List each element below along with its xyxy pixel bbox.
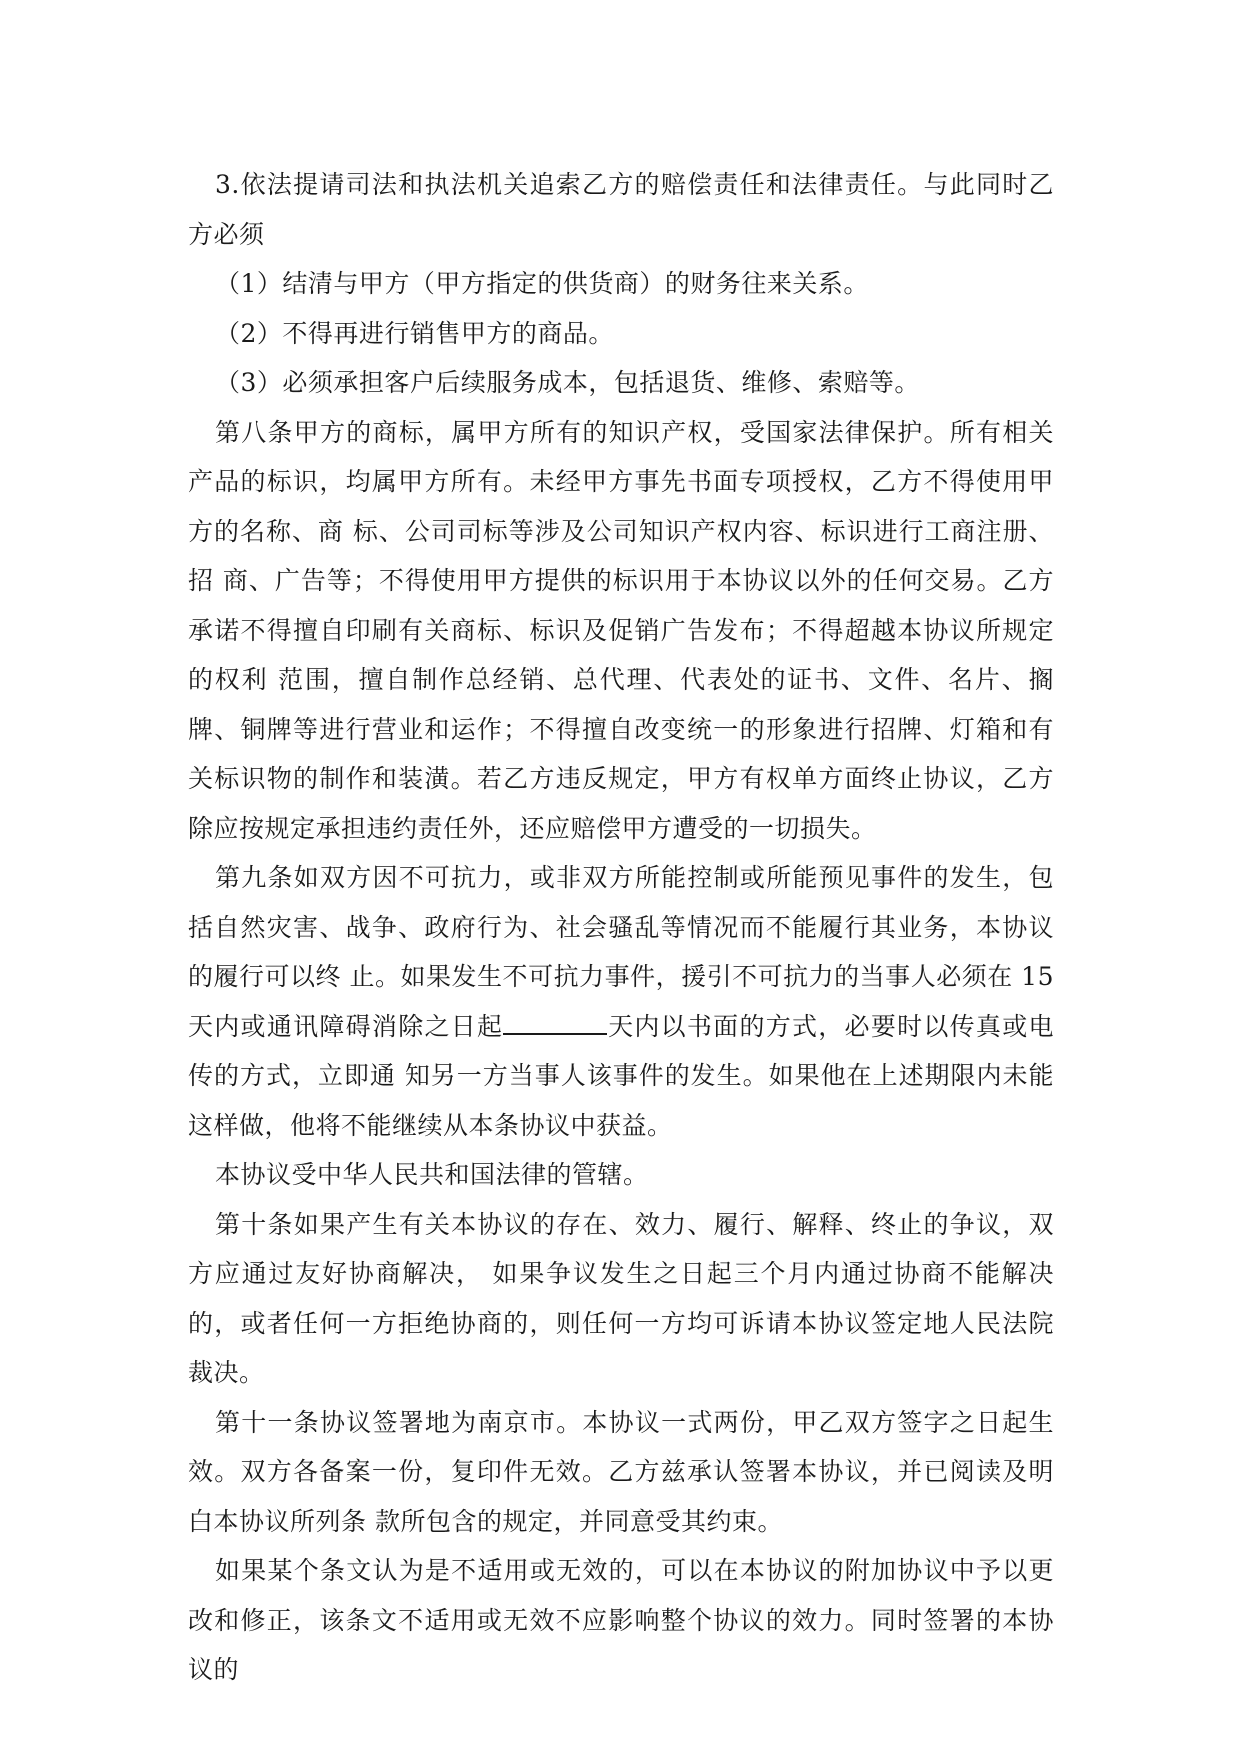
- paragraph-clause-8: 第八条甲方的商标，属甲方所有的知识产权，受国家法律保护。所有相关产品的标识，均属甲方所有。未经甲方事先书面专项授权，乙方不得使用甲方的名称、商 标、公司司标等涉及公司知识产权内容、标识进行工商注册、招 商、广告等；不得使用甲方提供的标识用于本协议以外的任何交易。乙方承诺不得擅自印刷有关商标、标识及促销广告发布；不得超越本协议所规定的权利 范围，擅自制作总经销、总代理、代表处的证书、文件、名片、搁牌、铜牌等进行营业和运作；不得擅自改变统一的形象进行招牌、灯箱和有关标识物的制作和装潢。若乙方违反规定，甲方有权单方面终止协议，乙方除应按规定承担违约责任外，还应赔偿甲方遭受的一切损失。: [188, 417, 1054, 843]
- paragraph-governing-law: 本协议受中华人民共和国法律的管辖。: [215, 1160, 649, 1189]
- clause-9-text-before-blank: 第九条如双方因不可抗力，或非双方所能控制或所能预见事件的发生，包括自然灾害、战争、政府行为、社会骚乱等情况而不能履行其业务，本协议的履行可以终 止。如果发生不可抗力事件，援引不可抗力的当事人必须在 15 天内或通讯障碍消除之日起: [188, 863, 1054, 1041]
- paragraph-clause-9: [188, 853, 1054, 1150]
- paragraph-clause-7-item-3: 3.依法提请司法和执法机关追索乙方的赔偿责任和法律责任。与此同时乙方必须: [188, 170, 1054, 249]
- list-item-1: （1）结清与甲方（甲方指定的供货商）的财务往来关系。: [215, 269, 869, 298]
- list-item-2: （2）不得再进行销售甲方的商品。: [215, 318, 614, 348]
- list-item-3: （3）必须承担客户后续服务成本，包括退货、维修、索赔等。: [215, 368, 920, 397]
- document-body: [188, 160, 1054, 1695]
- clause-9-text-after-blank: 天内以书面的方式，必要时以传真或电传的方式，立即通 知另一方当事人该事件的发生。如果他在上述期限内未能这样做，他将不能继续从本条协议中获益。: [188, 1011, 1054, 1140]
- paragraph-severability: 如果某个条文认为是不适用或无效的，可以在本协议的附加协议中予以更改和修正，该条文不适用或无效不应影响整个协议的效力。同时签署的本协议的: [188, 1556, 1054, 1684]
- fill-in-blank-days[interactable]: [503, 1011, 607, 1035]
- paragraph-clause-11: 第十一条协议签署地为南京市。本协议一式两份，甲乙双方签字之日起生效。双方各备案一份，复印件无效。乙方兹承认签署本协议，并已阅读及明白本协议所列条 款所包含的规定，并同意受其约束。: [188, 1407, 1054, 1536]
- paragraph-clause-10: 第十条如果产生有关本协议的存在、效力、履行、解释、终止的争议，双方应通过友好协商解决， 如果争议发生之日起三个月内通过协商不能解决的，或者任何一方拒绝协商的，则任何一方均可诉请本协议签定地人民法院裁决。: [188, 1209, 1054, 1387]
